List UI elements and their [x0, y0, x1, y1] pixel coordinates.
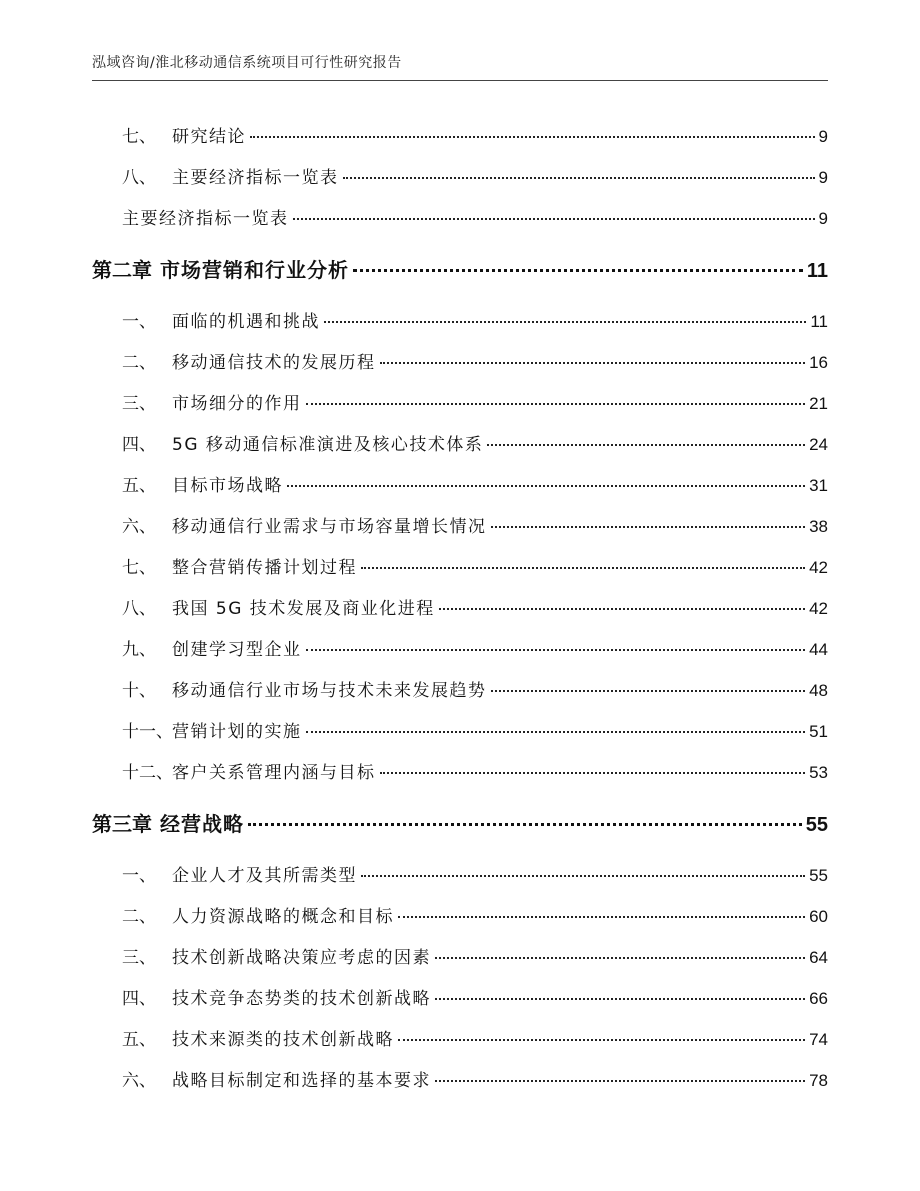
toc-entry-number: 五、: [122, 1030, 156, 1050]
dot-leader: [250, 136, 815, 138]
dot-leader: [361, 875, 805, 877]
toc-entry-title: 技术创新战略决策应考虑的因素: [172, 948, 431, 968]
toc-entry[interactable]: [92, 635, 828, 661]
toc-entry-page: 42: [809, 558, 828, 577]
toc-entry[interactable]: [92, 163, 828, 189]
dot-leader: [306, 731, 806, 733]
toc-entry-page: 60: [809, 907, 828, 926]
toc-entry-number: 四、: [122, 989, 156, 1009]
toc-entry-title: 主要经济指标一览表: [122, 209, 289, 229]
toc-entry-number: 二、: [122, 907, 156, 927]
toc-entry[interactable]: [92, 717, 828, 743]
toc-entry[interactable]: [92, 984, 828, 1010]
toc-entry-title: 目标市场战略: [172, 476, 283, 496]
dot-leader: [435, 957, 805, 959]
dot-leader: [306, 649, 806, 651]
toc-entry[interactable]: [92, 204, 828, 230]
toc-entry-title: 战略目标制定和选择的基本要求: [172, 1071, 431, 1091]
dot-leader: [353, 269, 803, 272]
toc-entry-title: 面临的机遇和挑战: [172, 312, 320, 332]
toc-entry-page: 64: [809, 948, 828, 967]
dot-leader: [380, 362, 806, 364]
toc-entry[interactable]: [92, 943, 828, 969]
toc-entry-title: 客户关系管理内涵与目标: [172, 763, 376, 783]
chapter-title: 经营战略: [160, 812, 244, 836]
toc-entry-number: 一、: [122, 866, 156, 886]
dot-leader: [398, 916, 805, 918]
toc-entry[interactable]: [92, 553, 828, 579]
dot-leader: [248, 823, 802, 826]
toc-entry-title: 技术竞争态势类的技术创新战略: [172, 989, 431, 1009]
toc-entry-page: 66: [809, 989, 828, 1008]
toc-entry[interactable]: [92, 861, 828, 887]
toc-entry[interactable]: [92, 758, 828, 784]
chapter-number: 第二章: [92, 258, 152, 282]
toc-entry-page: 48: [809, 681, 828, 700]
toc-entry-title: 我国 5G 技术发展及商业化进程: [172, 599, 435, 619]
toc-entry-title: 人力资源战略的概念和目标: [172, 907, 394, 927]
toc-entry-number: 八、: [122, 599, 156, 619]
dot-leader: [293, 218, 815, 220]
toc-entry-page: 31: [809, 476, 828, 495]
toc-entry-page: 24: [809, 435, 828, 454]
dot-leader: [287, 485, 805, 487]
dot-leader: [491, 526, 806, 528]
toc-entry-title: 技术来源类的技术创新战略: [172, 1030, 394, 1050]
toc-entry-number: 五、: [122, 476, 156, 496]
toc-entry-number: 三、: [122, 948, 156, 968]
toc-entry[interactable]: [92, 1066, 828, 1092]
toc-entry-page: 9: [818, 168, 828, 187]
toc-entry-number: 七、: [122, 127, 156, 147]
dot-leader: [398, 1039, 805, 1041]
dot-leader: [380, 772, 806, 774]
toc-entry-number: 七、: [122, 558, 156, 578]
toc-entry[interactable]: [92, 512, 828, 538]
toc-entry-page: 11: [810, 312, 828, 331]
dot-leader: [435, 998, 805, 1000]
toc-entry[interactable]: [92, 122, 828, 148]
toc-entry-page: 78: [809, 1071, 828, 1090]
toc-entry-title: 市场细分的作用: [172, 394, 302, 414]
toc-entry-title: 移动通信行业需求与市场容量增长情况: [172, 517, 487, 537]
toc-entry-title: 主要经济指标一览表: [172, 168, 339, 188]
dot-leader: [491, 690, 806, 692]
toc-entry-title: 移动通信行业市场与技术未来发展趋势: [172, 681, 487, 701]
toc-entry-page: 38: [809, 517, 828, 536]
toc-entry[interactable]: [92, 1025, 828, 1051]
toc-entry-page: 9: [818, 209, 828, 228]
dot-leader: [435, 1080, 805, 1082]
toc-entry-number: 六、: [122, 517, 156, 537]
toc-entry-number: 九、: [122, 640, 156, 660]
running-header: 泓域咨询/淮北移动通信系统项目可行性研究报告: [92, 55, 402, 71]
toc-entry[interactable]: [92, 471, 828, 497]
toc-chapter-entry[interactable]: [92, 254, 828, 284]
toc-entry[interactable]: [92, 348, 828, 374]
toc-entry-number: 三、: [122, 394, 156, 414]
dot-leader: [343, 177, 815, 179]
toc-entry-number: 一、: [122, 312, 156, 332]
toc-entry-page: 55: [809, 866, 828, 885]
toc-chapter-entry[interactable]: [92, 808, 828, 838]
toc-entry[interactable]: [92, 676, 828, 702]
chapter-number: 第三章: [92, 812, 152, 836]
dot-leader: [487, 444, 805, 446]
toc-entry-title: 研究结论: [172, 127, 246, 147]
toc-entry-number: 十二、: [122, 763, 173, 783]
toc-entry-page: 21: [809, 394, 828, 413]
toc-entry[interactable]: [92, 902, 828, 928]
toc-entry-title: 企业人才及其所需类型: [172, 866, 357, 886]
toc-entry-title: 营销计划的实施: [172, 722, 302, 742]
dot-leader: [439, 608, 805, 610]
toc-entry-page: 44: [809, 640, 828, 659]
toc-entry-number: 六、: [122, 1071, 156, 1091]
toc-entry-page: 16: [809, 353, 828, 372]
toc-entry[interactable]: [92, 430, 828, 456]
toc-entry-page: 9: [818, 127, 828, 146]
toc-entry[interactable]: [92, 307, 828, 333]
toc-entry-number: 四、: [122, 435, 156, 455]
toc-entry-number: 二、: [122, 353, 156, 373]
toc-entry-title: 整合营销传播计划过程: [172, 558, 357, 578]
toc-entry-number: 十、: [122, 681, 156, 701]
toc-entry-number: 十一、: [122, 722, 173, 742]
header-rule: [92, 80, 828, 81]
toc-entry-page: 51: [809, 722, 828, 741]
toc-entry-page: 53: [809, 763, 828, 782]
dot-leader: [324, 321, 806, 323]
toc-entry[interactable]: [92, 594, 828, 620]
chapter-page: 11: [806, 260, 828, 282]
toc-entry-title: 5G 移动通信标准演进及核心技术体系: [172, 435, 484, 455]
dot-leader: [306, 403, 806, 405]
chapter-page: 55: [805, 814, 828, 836]
toc-entry-page: 74: [809, 1030, 828, 1049]
chapter-title: 市场营销和行业分析: [160, 258, 349, 282]
toc-entry-title: 创建学习型企业: [172, 640, 302, 660]
toc-entry-number: 八、: [122, 168, 156, 188]
dot-leader: [361, 567, 805, 569]
toc-entry-page: 42: [809, 599, 828, 618]
toc-entry[interactable]: [92, 389, 828, 415]
toc-entry-title: 移动通信技术的发展历程: [172, 353, 376, 373]
